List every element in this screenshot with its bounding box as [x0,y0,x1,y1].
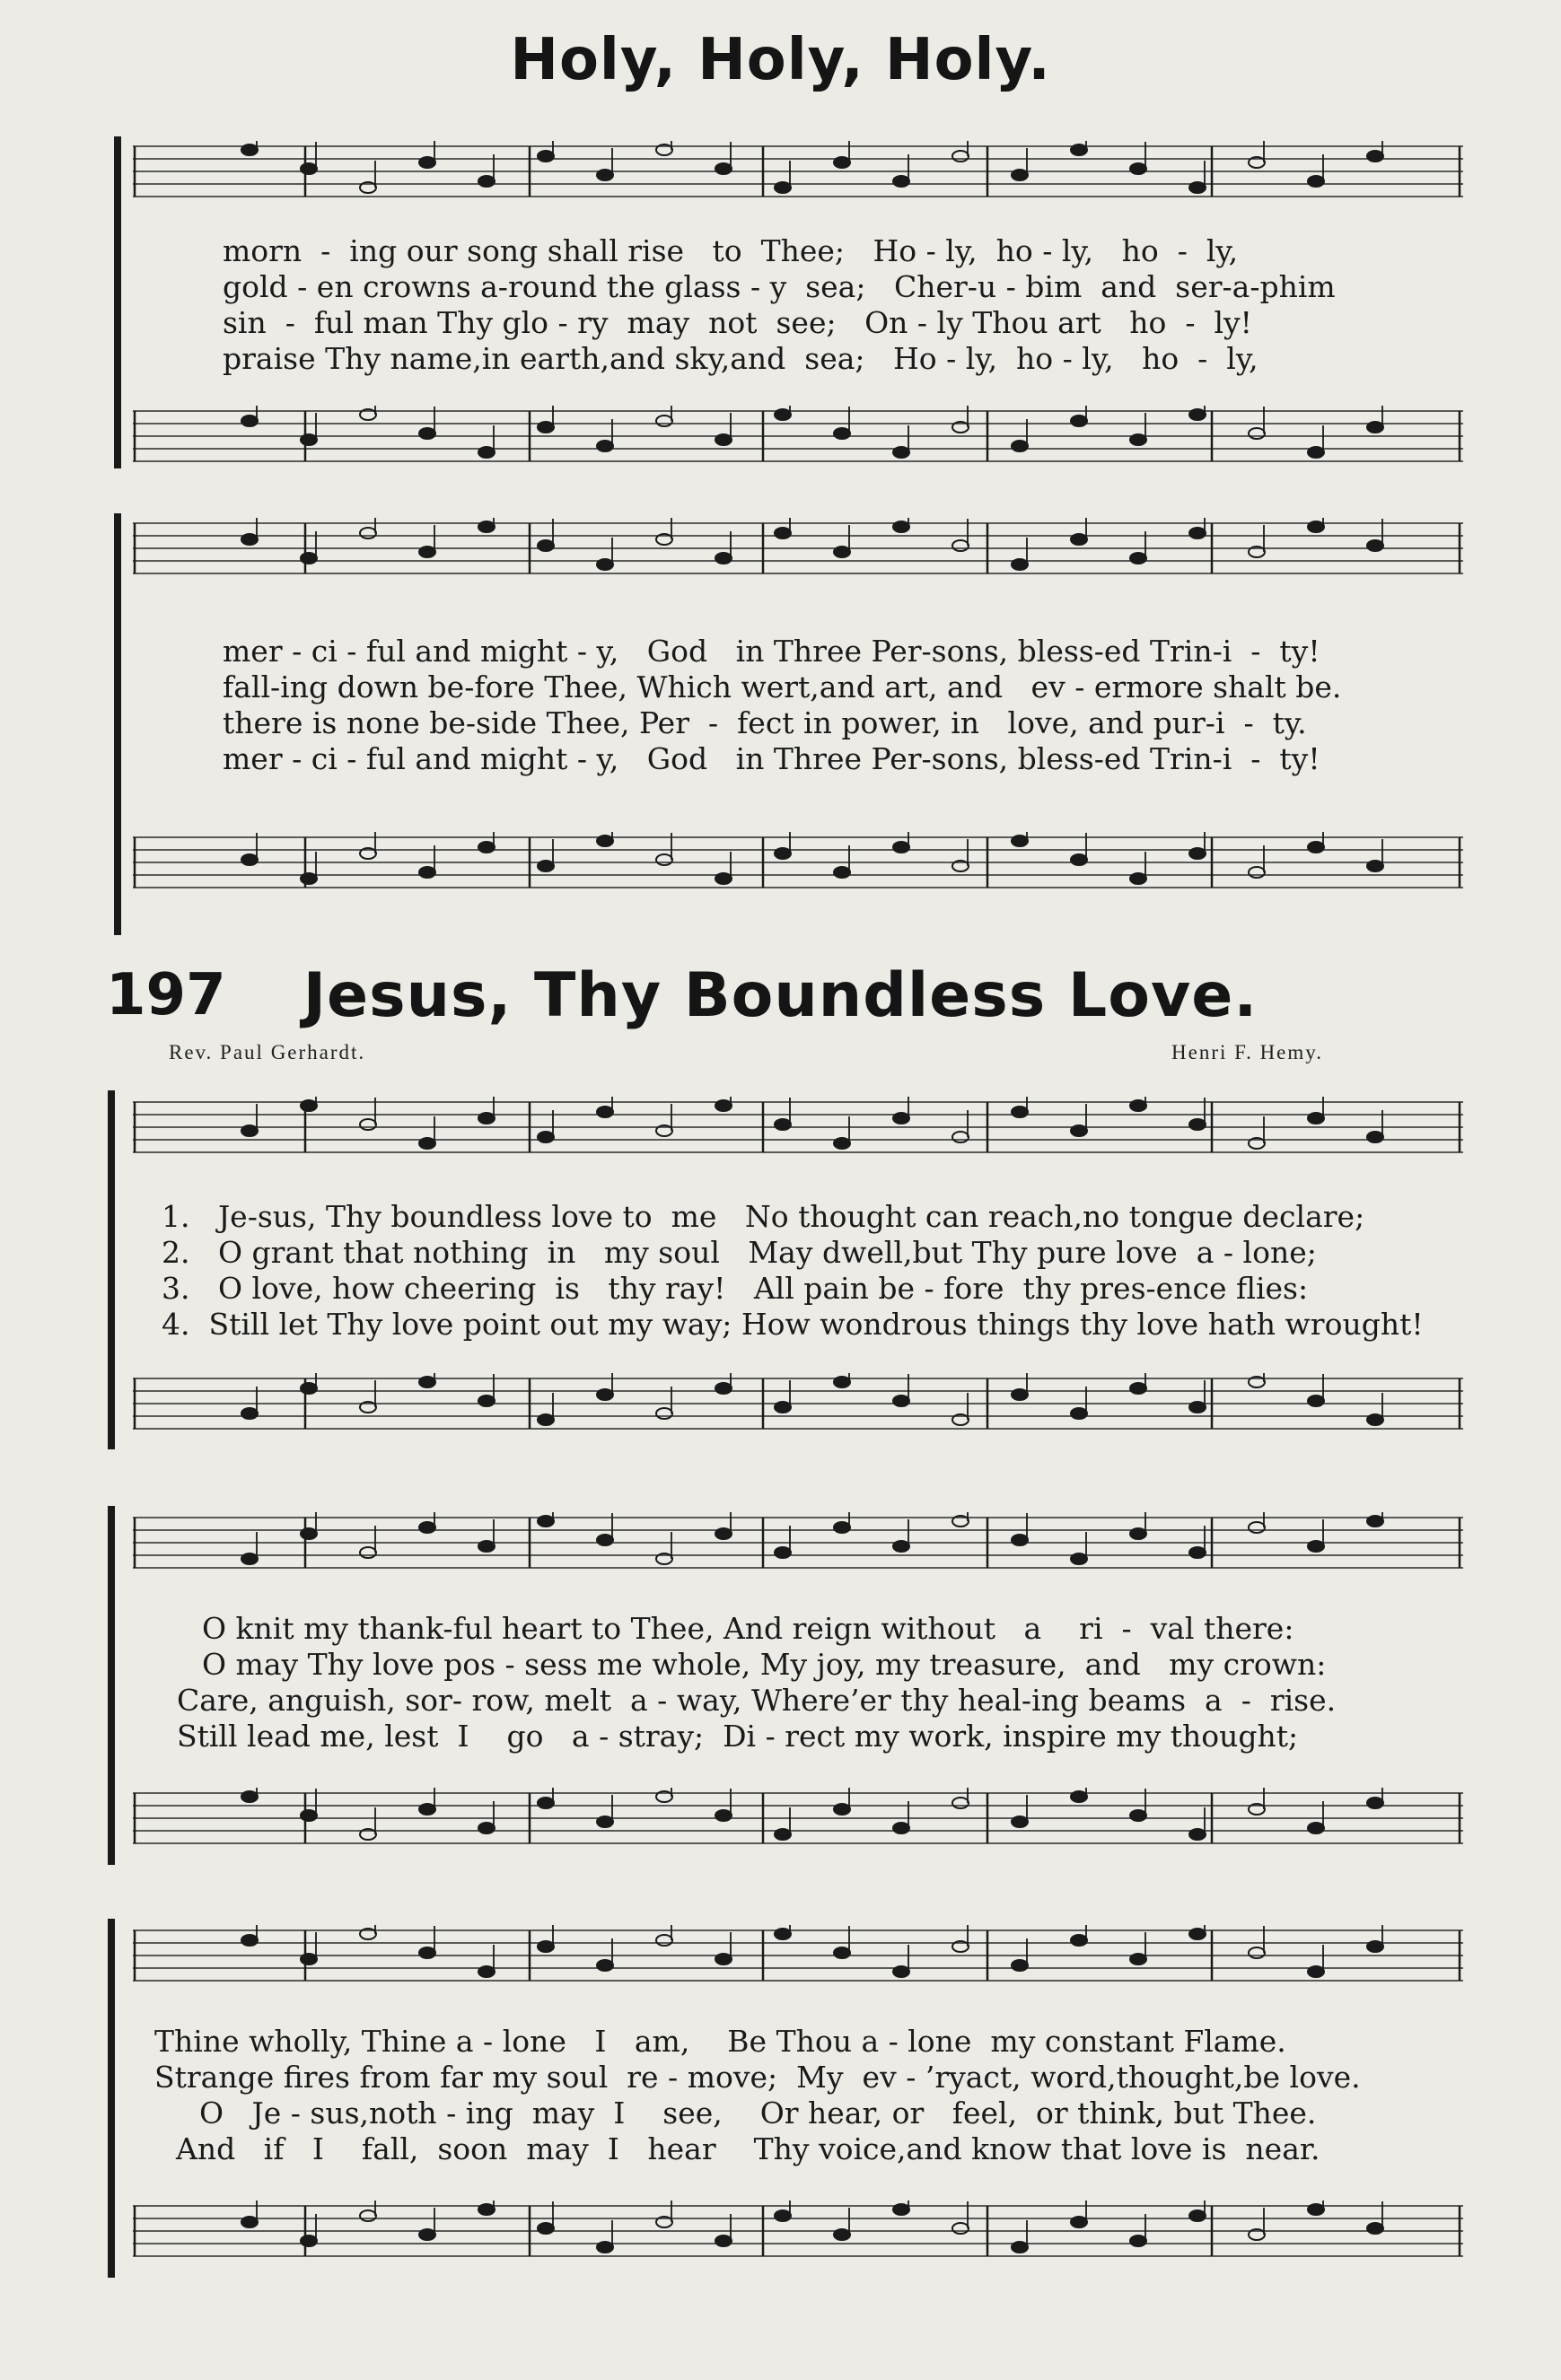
treble-staff [133,1510,1463,1575]
note-head [301,2236,317,2246]
staff-lines [133,2199,1463,2263]
treble-staff [133,1095,1463,1159]
note-head [1308,447,1324,458]
note-head [775,848,791,859]
note-head [1308,2204,1324,2215]
bass-staff [133,2199,1463,2263]
note-head [834,2229,850,2240]
note-head [419,1377,435,1387]
note-head [1308,521,1324,532]
note-head [715,434,732,445]
lyric-line: 3. O love, how cheering is thy ray! All pain be - fore thy pres-ence flies: [162,1271,1309,1306]
note-head [1130,1528,1146,1539]
note-head [656,416,672,426]
note-head [1367,1941,1383,1952]
note-head [419,1804,435,1815]
note-head [1071,1791,1087,1802]
note-head [893,521,909,532]
note-head [1367,1132,1383,1142]
note-head [241,144,258,155]
note-head [1367,1798,1383,1808]
note-head [1189,1119,1206,1130]
note-head [1012,441,1028,451]
note-head [1012,1389,1028,1400]
hymn-number: 197 [106,962,226,1028]
note-head [893,842,909,853]
note-head [597,2242,613,2253]
note-head [597,1816,613,1827]
note-head [360,528,376,538]
note-head [478,1396,495,1406]
lyric-line: Strange fires from far my soul re - move; My ev - ’ryact, word,thought,be love. [154,2060,1361,2095]
note-head [360,1547,376,1558]
note-head [1071,854,1087,865]
note-head [1189,1402,1206,1413]
note-head [715,163,732,174]
note-head [775,2210,791,2221]
note-head [1367,1516,1383,1527]
note-head [1308,842,1324,853]
note-head [538,1941,554,1952]
note-head [1130,1383,1146,1394]
system-brace [108,1090,115,1449]
note-head [1130,1100,1146,1111]
note-head [1189,1929,1206,1939]
note-head [1130,553,1146,564]
note-head [834,1377,850,1387]
note-head [478,521,495,532]
note-head [301,1383,317,1394]
staff-lines [133,830,1463,895]
note-head [1189,409,1206,420]
note-head [1071,1125,1087,1136]
note-head [715,1100,732,1111]
note-head [715,873,732,884]
note-head [1189,1547,1206,1558]
note-head [952,151,969,162]
note-head [1012,170,1028,180]
system-brace [108,1919,115,2278]
note-head [1130,434,1146,445]
treble-staff [133,139,1463,204]
note-head [1367,2223,1383,2234]
note-head [1071,144,1087,155]
note-head [1071,2217,1087,2227]
lyric-line: Thine wholly, Thine a - lone I am, Be Thou a - lone my constant Flame. [154,2024,1286,2059]
note-head [301,1954,317,1964]
note-head [775,528,791,538]
note-head [1012,1107,1028,1117]
note-head [478,1966,495,1977]
note-head [952,1132,969,1142]
note-head [1071,534,1087,545]
note-head [241,1408,258,1419]
note-head [538,1132,554,1142]
note-head [241,1125,258,1136]
note-head [715,1954,732,1964]
bass-staff [133,1786,1463,1851]
note-head [597,1389,613,1400]
treble-staff [133,1923,1463,1988]
note-head [538,2223,554,2234]
note-head [834,157,850,168]
note-head [715,1528,732,1539]
lyric-line: 4. Still let Thy love point out my way; How wondrous things thy love hath wrought! [162,1307,1424,1342]
system-brace [114,513,121,935]
lyric-line: O Je - sus,noth - ing may I see, Or hear, or feel, or think, but Thee. [199,2096,1317,2131]
lyric-line: mer - ci - ful and might - y, God in Three Per-sons, bless-ed Trin-i - ty! [223,634,1320,669]
lyric-line: 2. O grant that nothing in my soul May dwell,but Thy pure love a - lone; [162,1235,1317,1270]
staff-lines [133,1510,1463,1575]
system-brace [108,1506,115,1865]
note-head [301,434,317,445]
staff-lines [133,516,1463,581]
note-head [1189,1829,1206,1840]
note-head [834,1804,850,1815]
note-head [538,540,554,551]
note-head [834,867,850,878]
lyric-line: mer - ci - ful and might - y, God in Three Per-sons, bless-ed Trin-i - ty! [223,741,1320,776]
treble-staff [133,516,1463,581]
author-credit: Rev. Paul Gerhardt. [169,1041,366,1063]
note-head [1012,836,1028,846]
note-head [538,1798,554,1808]
note-head [360,2210,376,2221]
note-head [952,540,969,551]
note-head [1071,1553,1087,1564]
note-head [241,1935,258,1946]
note-head [419,547,435,557]
staff-lines [133,404,1463,468]
note-head [715,1810,732,1821]
note-head [301,163,317,174]
note-head [597,170,613,180]
note-head [1189,2210,1206,2221]
lyric-line: gold - en crowns a-round the glass - y sea; Cher-u - bim and ser-a-phim [223,269,1336,304]
note-head [715,553,732,564]
staff-lines [133,1923,1463,1988]
note-head [478,447,495,458]
note-head [1308,1823,1324,1833]
note-head [893,447,909,458]
note-head [1308,1113,1324,1124]
note-head [1071,1408,1087,1419]
note-head [419,1947,435,1958]
note-head [1308,1966,1324,1977]
note-head [419,428,435,439]
note-head [834,1522,850,1533]
note-head [1367,422,1383,433]
lyric-line: Still lead me, lest I go a - stray; Di - rect my work, inspire my thought; [177,1719,1299,1754]
lyric-line: Care, anguish, sor- row, melt a - way, Where’er thy heal-ing beams a - rise. [177,1683,1337,1718]
note-head [1249,1522,1265,1533]
note-head [241,2217,258,2227]
composer-credit: Henri F. Hemy. [1171,1041,1324,1063]
staff-lines [133,139,1463,204]
system-brace [114,136,121,468]
note-head [1130,1810,1146,1821]
note-head [893,176,909,187]
hymn2-title: Jesus, Thy Boundless Love. [303,960,1258,1031]
note-head [1249,1947,1265,1958]
note-head [775,1547,791,1558]
lyric-line: 1. Je-sus, Thy boundless love to me No thought can reach,no tongue declare; [162,1199,1365,1234]
lyric-line: And if I fall, soon may I hear Thy voice,and know that love is near. [176,2131,1320,2166]
staff-lines [133,1371,1463,1436]
note-head [1012,1960,1028,1971]
note-head [597,836,613,846]
note-head [478,1113,495,1124]
note-head [538,151,554,162]
note-head [241,1553,258,1564]
note-head [360,1119,376,1130]
note-head [301,1100,317,1111]
note-head [1071,1935,1087,1946]
note-head [478,2204,495,2215]
note-head [478,842,495,853]
note-head [1071,416,1087,426]
note-head [1012,559,1028,570]
note-head [775,1829,791,1840]
bass-staff [133,830,1463,895]
note-head [538,1516,554,1527]
note-head [893,1966,909,1977]
note-head [241,1791,258,1802]
note-head [1130,163,1146,174]
note-head [775,1402,791,1413]
note-head [1130,2236,1146,2246]
note-head [538,1414,554,1425]
note-head [301,873,317,884]
note-head [893,1823,909,1833]
note-head [1367,151,1383,162]
note-head [597,441,613,451]
note-head [1367,540,1383,551]
note-head [834,1947,850,1958]
note-head [301,1810,317,1821]
lyric-line: O knit my thank-ful heart to Thee, And reign without a ri - val there: [202,1611,1294,1646]
note-head [597,1107,613,1117]
note-head [1308,1396,1324,1406]
note-head [597,1535,613,1545]
note-head [1308,176,1324,187]
lyric-line: praise Thy name,in earth,and sky,and sea; Ho - ly, ho - ly, ho - ly, [223,341,1258,376]
note-head [834,1138,850,1149]
note-head [715,2236,732,2246]
note-head [775,1119,791,1130]
note-head [478,1541,495,1552]
note-head [656,1935,672,1946]
note-head [419,157,435,168]
note-head [952,1798,969,1808]
note-head [597,1960,613,1971]
note-head [1012,1535,1028,1545]
lyric-line: O may Thy love pos - sess me whole, My joy, my treasure, and my crown: [202,1647,1327,1682]
staff-lines [133,1786,1463,1851]
note-head [1308,1541,1324,1552]
note-head [834,428,850,439]
note-head [1249,428,1265,439]
note-head [775,409,791,420]
note-head [1189,182,1206,193]
note-head [893,1541,909,1552]
note-head [834,547,850,557]
note-head [1130,1954,1146,1964]
note-head [656,1408,672,1419]
lyric-line: fall-ing down be-fore Thee, Which wert,and art, and ev - ermore shalt be. [223,669,1342,704]
bass-staff [133,404,1463,468]
note-head [419,2229,435,2240]
note-head [241,854,258,865]
note-head [419,867,435,878]
bass-staff [133,1371,1463,1436]
note-head [301,553,317,564]
note-head [893,1396,909,1406]
lyric-line: morn - ing our song shall rise to Thee; Ho - ly, ho - ly, ho - ly, [223,233,1239,268]
note-head [241,416,258,426]
note-head [478,1823,495,1833]
note-head [241,534,258,545]
hymn1-title: Holy, Holy, Holy. [510,27,1051,93]
lyric-line: sin - ful man Thy glo - ry may not see; On - ly Thou art ho - ly! [223,305,1252,340]
note-head [538,422,554,433]
note-head [715,1383,732,1394]
note-head [952,2223,969,2234]
note-head [1130,873,1146,884]
note-head [419,1138,435,1149]
note-head [538,861,554,871]
note-head [301,1528,317,1539]
note-head [419,1522,435,1533]
staff-lines [133,1095,1463,1159]
note-head [1189,848,1206,859]
note-head [893,2204,909,2215]
note-head [1012,2242,1028,2253]
note-head [656,854,672,865]
note-head [893,1113,909,1124]
note-head [1367,861,1383,871]
note-head [1367,1414,1383,1425]
note-head [775,1929,791,1939]
note-head [1249,867,1265,878]
lyric-line: there is none be-side Thee, Per - fect in power, in love, and pur-i - ty. [223,705,1307,740]
note-head [775,182,791,193]
note-head [478,176,495,187]
note-head [1189,528,1206,538]
note-head [597,559,613,570]
note-head [1012,1816,1028,1827]
